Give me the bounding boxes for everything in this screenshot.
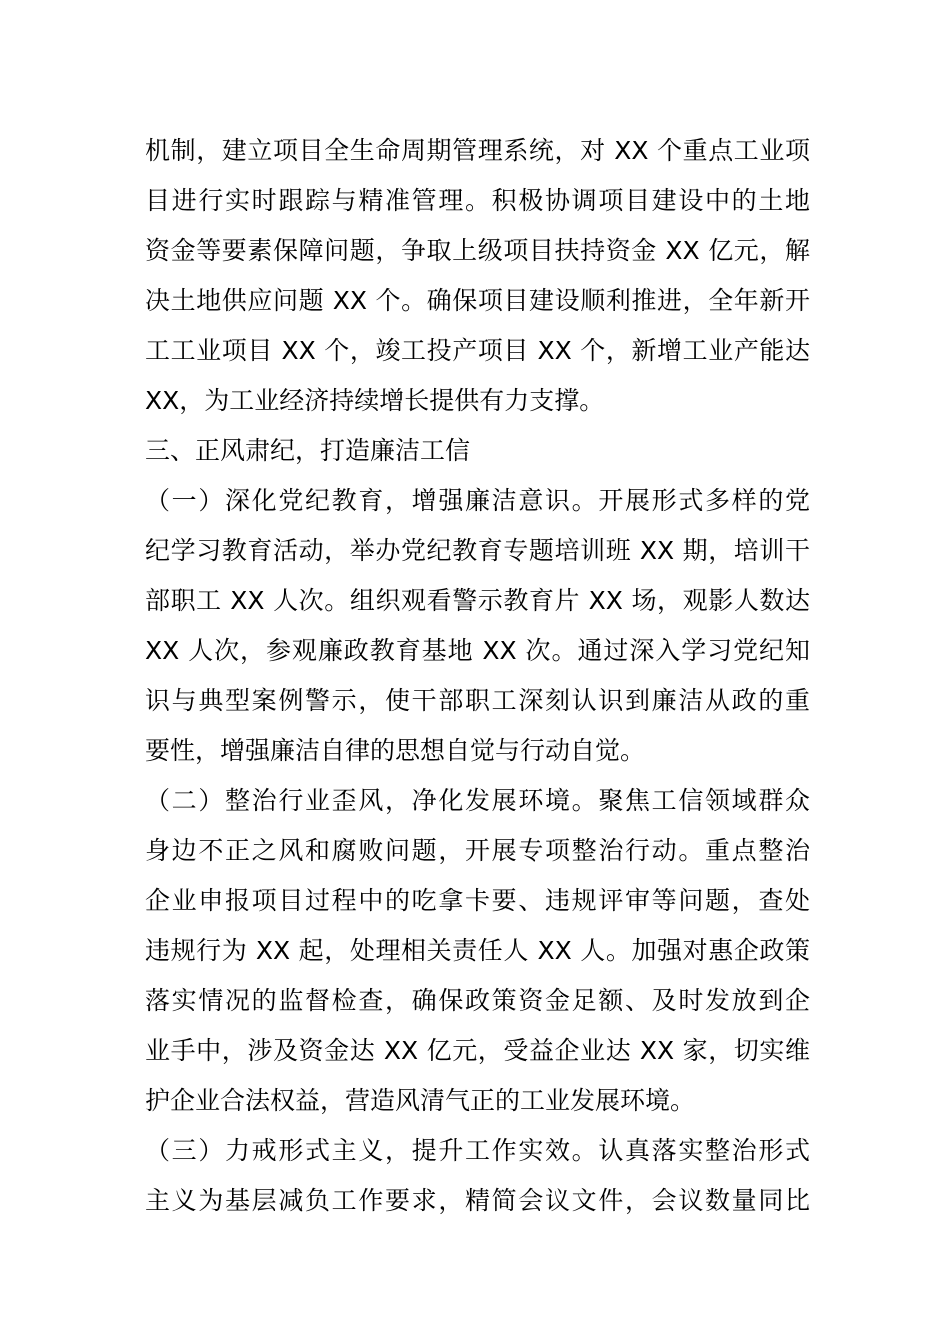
text-line: 目进行实时跟踪与精准管理。积极协调项目建设中的土地	[145, 186, 810, 215]
text-line: （三）力戒形式主义，提升工作实效。认真落实整治形式	[145, 1136, 810, 1165]
text-line: 主义为基层减负工作要求，精简会议文件，会议数量同比	[145, 1186, 810, 1215]
document-body	[145, 126, 810, 1226]
text-line: （一）深化党纪教育，增强廉洁意识。开展形式多样的党	[145, 486, 810, 515]
text-line: 落实情况的监督检查，确保政策资金足额、及时发放到企	[145, 986, 810, 1015]
text-line: 护企业合法权益，营造风清气正的工业发展环境。	[145, 1086, 696, 1115]
text-line: 业手中，涉及资金达 XX 亿元，受益企业达 XX 家，切实维	[145, 1036, 810, 1065]
text-line: 工工业项目 XX 个，竣工投产项目 XX 个，新增工业产能达	[145, 336, 810, 365]
text-line: XX 人次，参观廉政教育基地 XX 次。通过深入学习党纪知	[145, 636, 810, 665]
text-line: （二）整治行业歪风，净化发展环境。聚焦工信领域群众	[145, 786, 810, 815]
text-line: 决土地供应问题 XX 个。确保项目建设顺利推进，全年新开	[145, 286, 810, 315]
text-line: 资金等要素保障问题，争取上级项目扶持资金 XX 亿元，解	[145, 236, 810, 265]
text-line: 身边不正之风和腐败问题，开展专项整治行动。重点整治	[145, 836, 810, 865]
section-heading: 三、正风肃纪，打造廉洁工信	[145, 436, 471, 465]
text-line: 部职工 XX 人次。组织观看警示教育片 XX 场，观影人数达	[145, 586, 810, 615]
text-line: 企业申报项目过程中的吃拿卡要、违规评审等问题，查处	[145, 886, 810, 915]
text-line: XX，为工业经济持续增长提供有力支撑。	[145, 386, 605, 415]
text-line: 违规行为 XX 起，处理相关责任人 XX 人。加强对惠企政策	[145, 936, 810, 965]
text-line: 纪学习教育活动，举办党纪教育专题培训班 XX 期，培训干	[145, 536, 810, 565]
text-line: 机制，建立项目全生命周期管理系统，对 XX 个重点工业项	[145, 136, 810, 165]
text-line: 要性，增强廉洁自律的思想自觉与行动自觉。	[145, 736, 646, 765]
text-line: 识与典型案例警示，使干部职工深刻认识到廉洁从政的重	[145, 686, 810, 715]
